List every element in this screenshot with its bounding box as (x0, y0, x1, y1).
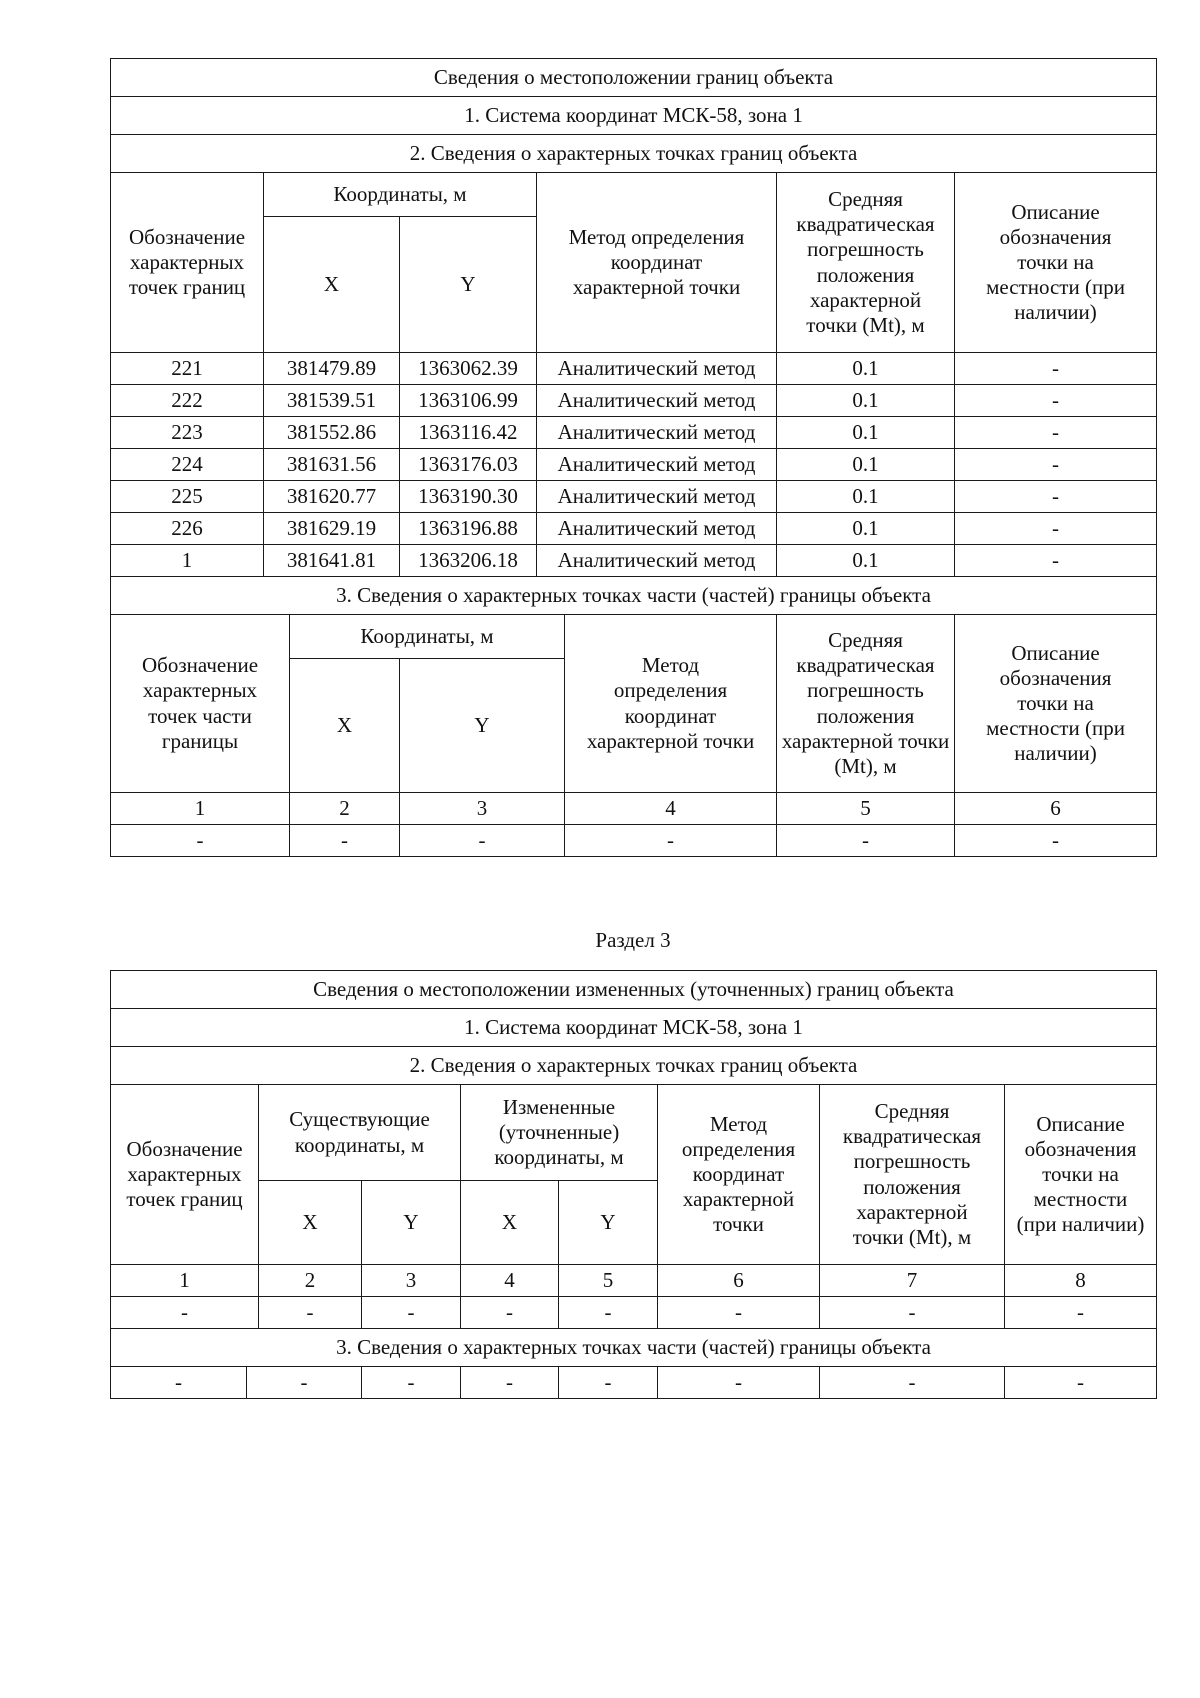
coord-x: 381620.77 (264, 481, 400, 513)
point-id: 222 (111, 385, 264, 417)
table-title: Сведения о местоположении границ объекта (111, 59, 1157, 97)
mean-error-cell: 0.1 (777, 513, 955, 545)
mean-error-cell: 0.1 (777, 449, 955, 481)
header-x: X (264, 217, 400, 353)
table-row (111, 449, 1157, 481)
point-id: 221 (111, 353, 264, 385)
column-number: 1 (111, 793, 290, 825)
table-cell: - (461, 1297, 559, 1329)
point-id: 225 (111, 481, 264, 513)
table-cell: - (559, 1297, 658, 1329)
table-cell: - (362, 1297, 461, 1329)
header-changed-x: X (461, 1181, 559, 1265)
header-method: Метод определения координат характерной точки (537, 173, 777, 353)
header-designation: Обозначение характерных точек границ (111, 1085, 259, 1265)
column-numbers-row (111, 793, 1157, 825)
table-cell: - (955, 825, 1157, 857)
description-cell: - (955, 513, 1157, 545)
header-existing-coordinates: Существующие координаты, м (259, 1085, 461, 1181)
point-id: 1 (111, 545, 264, 577)
column-number: 1 (111, 1265, 259, 1297)
coord-x: 381629.19 (264, 513, 400, 545)
coord-x: 381641.81 (264, 545, 400, 577)
header-designation: Обозначение характерных точек границ (111, 173, 264, 353)
changed-boundary-table (110, 970, 1157, 1399)
table-cell: - (820, 1367, 1005, 1399)
column-number: 8 (1005, 1265, 1157, 1297)
header-mean-error: Средняя квадратическая погрешность положения характерной точки (Mt), м (777, 173, 955, 353)
table-row (111, 417, 1157, 449)
part-header-designation: Обозначение характерных точек части границы (111, 615, 290, 793)
table-cell: - (247, 1367, 362, 1399)
method-cell: Аналитический метод (537, 449, 777, 481)
description-cell: - (955, 481, 1157, 513)
column-number: 3 (400, 793, 565, 825)
coord-x: 381539.51 (264, 385, 400, 417)
column-number: 7 (820, 1265, 1005, 1297)
description-cell: - (955, 353, 1157, 385)
header-method: Метод определения координат характерной точки (658, 1085, 820, 1265)
description-cell: - (955, 545, 1157, 577)
part-header-y: Y (400, 659, 565, 793)
table-cell: - (565, 825, 777, 857)
mean-error-cell: 0.1 (777, 481, 955, 513)
mean-error-cell: 0.1 (777, 417, 955, 449)
table-row (111, 1367, 1157, 1399)
table-cell: - (111, 1367, 247, 1399)
coordinate-system: 1. Система координат МСК-58, зона 1 (111, 97, 1157, 135)
header-description: Описание обозначения точки на местности (при наличии) (955, 173, 1157, 353)
table-cell: - (559, 1367, 658, 1399)
boundary-location-table (110, 58, 1157, 857)
coord-y: 1363116.42 (400, 417, 537, 449)
table-cell: - (362, 1367, 461, 1399)
method-cell: Аналитический метод (537, 545, 777, 577)
point-id: 224 (111, 449, 264, 481)
table-cell: - (111, 1297, 259, 1329)
column-number: 6 (955, 793, 1157, 825)
table-row (111, 481, 1157, 513)
table-row (111, 513, 1157, 545)
method-cell: Аналитический метод (537, 385, 777, 417)
table-cell: - (290, 825, 400, 857)
table-cell: - (400, 825, 565, 857)
column-number: 4 (565, 793, 777, 825)
table-cell: - (259, 1297, 362, 1329)
table-cell: - (658, 1297, 820, 1329)
points-subtitle: 2. Сведения о характерных точках границ объекта (111, 135, 1157, 173)
header-existing-y: Y (362, 1181, 461, 1265)
header-coordinates: Координаты, м (264, 173, 537, 217)
header-existing-x: X (259, 1181, 362, 1265)
points-subtitle: 2. Сведения о характерных точках границ объекта (111, 1047, 1157, 1085)
method-cell: Аналитический метод (537, 513, 777, 545)
mean-error-cell: 0.1 (777, 545, 955, 577)
description-cell: - (955, 385, 1157, 417)
table-cell: - (461, 1367, 559, 1399)
coord-y: 1363062.39 (400, 353, 537, 385)
point-id: 223 (111, 417, 264, 449)
table-cell: - (111, 825, 290, 857)
column-number: 3 (362, 1265, 461, 1297)
mean-error-cell: 0.1 (777, 385, 955, 417)
coord-y: 1363190.30 (400, 481, 537, 513)
header-changed-coordinates: Измененные (уточненные) координаты, м (461, 1085, 658, 1181)
header-mean-error: Средняя квадратическая погрешность положения характерной точки (Mt), м (820, 1085, 1005, 1265)
table-cell: - (1005, 1367, 1157, 1399)
table-cell: - (1005, 1297, 1157, 1329)
part-header-coordinates: Координаты, м (290, 615, 565, 659)
table-row (111, 385, 1157, 417)
part-header-mean-error: Средняя квадратическая погрешность положения характерной точки (Mt), м (777, 615, 955, 793)
method-cell: Аналитический метод (537, 417, 777, 449)
table-row (111, 545, 1157, 577)
section-heading: Раздел 3 (595, 928, 671, 952)
column-number: 6 (658, 1265, 820, 1297)
header-description: Описание обозначения точки на местности (при наличии) (1005, 1085, 1157, 1265)
method-cell: Аналитический метод (537, 481, 777, 513)
column-number: 5 (777, 793, 955, 825)
coord-x: 381479.89 (264, 353, 400, 385)
table-title: Сведения о местоположении измененных (уточненных) границ объекта (111, 971, 1157, 1009)
part-points-subtitle: 3. Сведения о характерных точках части (частей) границы объекта (111, 1329, 1157, 1367)
method-cell: Аналитический метод (537, 353, 777, 385)
column-number: 2 (259, 1265, 362, 1297)
coord-y: 1363106.99 (400, 385, 537, 417)
header-changed-y: Y (559, 1181, 658, 1265)
header-y: Y (400, 217, 537, 353)
part-points-subtitle: 3. Сведения о характерных точках части (частей) границы объекта (111, 577, 1157, 615)
column-numbers-row (111, 1265, 1157, 1297)
table-cell: - (820, 1297, 1005, 1329)
coord-y: 1363206.18 (400, 545, 537, 577)
column-number: 2 (290, 793, 400, 825)
table-row (111, 825, 1157, 857)
table-row (111, 1297, 1157, 1329)
coord-x: 381631.56 (264, 449, 400, 481)
part-header-x: X (290, 659, 400, 793)
table-cell: - (658, 1367, 820, 1399)
description-cell: - (955, 417, 1157, 449)
part-header-description: Описание обозначения точки на местности (при наличии) (955, 615, 1157, 793)
table-cell: - (777, 825, 955, 857)
coordinate-system: 1. Система координат МСК-58, зона 1 (111, 1009, 1157, 1047)
column-number: 5 (559, 1265, 658, 1297)
table-row (111, 353, 1157, 385)
column-number: 4 (461, 1265, 559, 1297)
point-id: 226 (111, 513, 264, 545)
coord-y: 1363196.88 (400, 513, 537, 545)
coord-y: 1363176.03 (400, 449, 537, 481)
part-header-method: Метод определения координат характерной точки (565, 615, 777, 793)
coord-x: 381552.86 (264, 417, 400, 449)
mean-error-cell: 0.1 (777, 353, 955, 385)
description-cell: - (955, 449, 1157, 481)
